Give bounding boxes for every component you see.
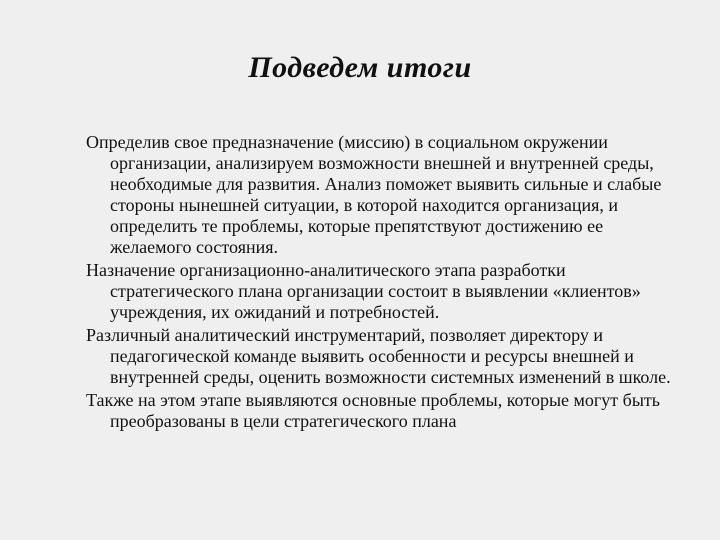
paragraph-analytical-tools: Различный аналитический инструментарий, позволяет директору и педагогической команде выявить особенности и ресурсы внешней и внутренней среды, оценить возможности системных изменений в школе. — [86, 325, 671, 387]
slide-title: Подведем итоги — [248, 51, 472, 84]
slide-body — [86, 132, 686, 434]
paragraph-main-problems: Также на этом этапе выявляются основные проблемы, которые могут быть преобразованы в цели стратегического плана — [86, 390, 660, 431]
paragraph-stage-purpose: Назначение организационно-аналитического этапа разработки стратегического плана организации состоит в выявлении «клиентов» учреждения, их ожиданий и потребностей. — [86, 260, 641, 322]
paragraph-mission-analysis: Определив свое предназначение (миссию) в социальном окружении организации, анализируем возможности внешней и внутренней среды, необходимые для развития. Анализ поможет выявить сильные и слабые стороны нынешней ситуации, в которой находится организация, и определить те проблемы, которые препятствуют достижению ее желаемого состояния. — [86, 132, 662, 257]
